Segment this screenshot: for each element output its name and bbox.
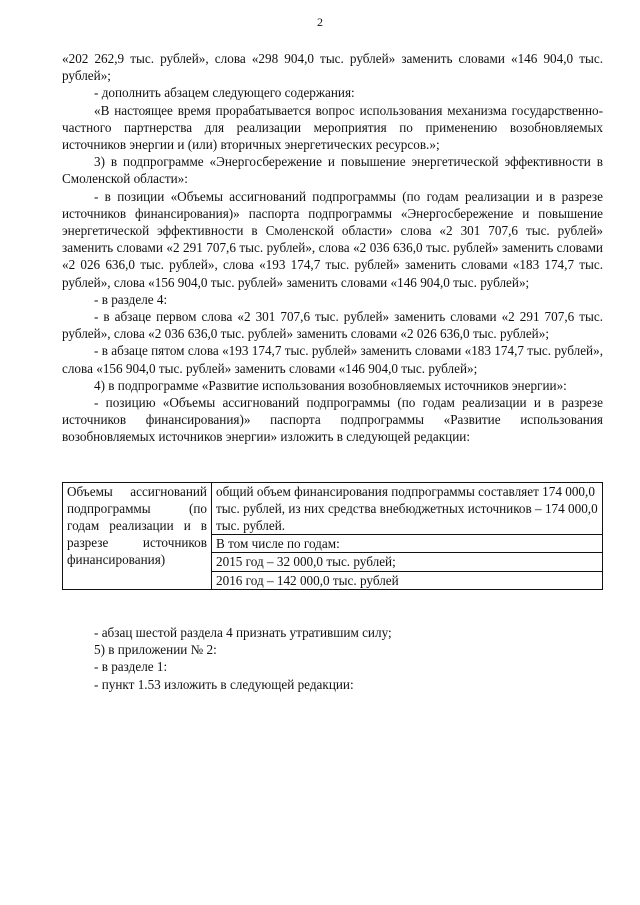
page-number: 2 [317, 15, 323, 29]
paragraph: «В настоящее время прорабатывается вопрос использования механизма государственно-частного партнерства для реализации мероприятия по применению возобновляемых источников энергии и (или) вторичных энергетических ресурсов.»; [62, 102, 603, 153]
paragraph: - в абзаце пятом слова «193 174,7 тыс. рублей» заменить словами «183 174,7 тыс. рублей», слова «156 904,0 тыс. рублей» заменить словами «146 904,0 тыс. рублей»; [62, 343, 603, 376]
table-cell-label: Объемы ассигнований подпрограммы (по годам реализации и в разрезе источников финансирования) [63, 482, 212, 589]
document-body [62, 50, 603, 693]
table-cell-line: В том числе по годам: [212, 535, 602, 553]
paragraph: - в разделе 1: [94, 659, 168, 675]
financing-table [62, 482, 603, 590]
table-cell-line: 2015 год – 32 000,0 тыс. рублей; [212, 553, 602, 571]
table-cell-value [212, 482, 603, 589]
paragraph: 4) в подпрограмме «Развитие использования возобновляемых источников энергии»: [94, 377, 567, 393]
paragraph: - дополнить абзацем следующего содержания: [94, 85, 355, 101]
paragraph: - абзац шестой раздела 4 признать утратившим силу; [94, 624, 392, 640]
paragraph: - позицию «Объемы ассигнований подпрограммы (по годам реализации и в разрезе источников финансирования)» паспорта подпрограммы «Развитие использования возобновляемых источников энергии» изложить в следующей редакции: [62, 395, 603, 445]
paragraph: «202 262,9 тыс. рублей», слова «298 904,0 тыс. рублей» заменить словами «146 904,0 тыс. рублей»; [62, 51, 603, 84]
table-cell-line: 2016 год – 142 000,0 тыс. рублей [216, 572, 399, 588]
paragraph: - в разделе 4: [94, 291, 168, 307]
paragraph: - в позиции «Объемы ассигнований подпрограммы (по годам реализации и в разрезе источников финансирования)» паспорта подпрограммы «Энергосбережение и повышение энергетической эффективности в Смоленской области» слова «2 301 707,6 тыс. рублей» заменить словами «2 291 707,6 тыс. рублей», слова «2 036 636,0 тыс. рублей» заменить словами «2 026 636,0 тыс. рублей», слова «193 174,7 тыс. рублей» заменить словами «183 174,7 тыс. рублей», слова «156 904,0 тыс. рублей» заменить словами «146 904,0 тыс. рублей»; [62, 188, 603, 290]
paragraph: 3) в подпрограмме «Энергосбережение и повышение энергетической эффективности в Смоленской области»: [62, 154, 603, 187]
paragraph: - в абзаце первом слова «2 301 707,6 тыс. рублей» заменить словами «2 291 707,6 тыс. рублей», слова «2 036 636,0 тыс. рублей» заменить словами «2 026 636,0 тыс. рублей»; [62, 309, 603, 342]
paragraph: 5) в приложении № 2: [94, 642, 217, 658]
table-cell-line: общий объем финансирования подпрограммы составляет 174 000,0 тыс. рублей, из них средства внебюджетных источников – 174 000,0 тыс. рублей. [212, 483, 602, 536]
after-table-section [62, 624, 603, 693]
table-row [63, 482, 603, 589]
paragraph: - пункт 1.53 изложить в следующей редакции: [94, 676, 354, 692]
